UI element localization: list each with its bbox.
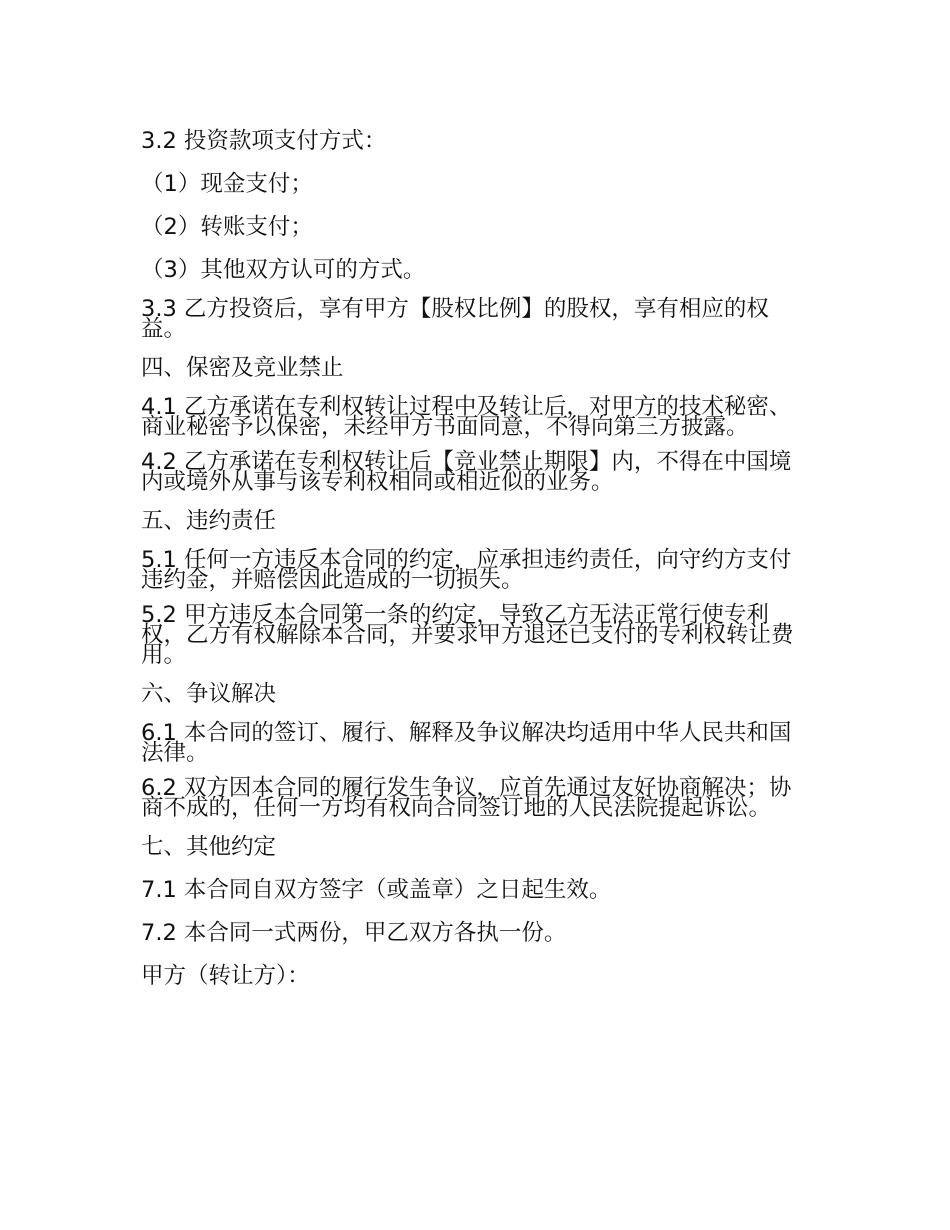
payment-option-transfer: （2）转账支付； [141,214,313,240]
clause-4-1: 4.1 乙方承诺在专利权转让过程中及转让后，对甲方的技术秘密、商业秘密予以保密，未经甲方书面同意，不得向第三方披露。 [141,394,792,440]
document-page [141,127,813,1005]
section-4-heading: 四、保密及竞业禁止 [141,355,344,381]
clause-6-2: 6.2 双方因本合同的履行发生争议，应首先通过友好协商解决；协商不成的，任何一方均有权向合同签订地的人民法院提起诉讼。 [141,775,792,821]
section-6-heading: 六、争议解决 [141,681,277,707]
section-5-heading: 五、违约责任 [141,508,277,534]
section-7-heading: 七、其他约定 [141,834,277,860]
clause-5-2: 5.2 甲方违反本合同第一条的约定，导致乙方无法正常行使专利权，乙方有权解除本合同，并要求甲方退还已支付的专利权转让费用。 [141,602,794,668]
payment-option-other: （3）其他双方认可的方式。 [141,257,426,283]
payment-option-cash: （1）现金支付； [141,171,313,197]
clause-5-1: 5.1 任何一方违反本合同的约定，应承担违约责任，向守约方支付违约金，并赔偿因此造成的一切损失。 [141,547,792,593]
clause-3-2-heading: 3.2 投资款项支付方式： [141,128,387,154]
clause-7-2: 7.2 本合同一式两份，甲乙双方各执一份。 [141,920,567,946]
clause-6-1: 6.1 本合同的签订、履行、解释及争议解决均适用中华人民共和国法律。 [141,720,792,766]
party-a-signature-label: 甲方（转让方）： [141,963,310,989]
clause-7-1: 7.1 本合同自双方签字（或盖章）之日起生效。 [141,877,612,903]
clause-3-3: 3.3 乙方投资后，享有甲方【股权比例】的股权，享有相应的权益。 [141,296,769,342]
clause-4-2: 4.2 乙方承诺在专利权转让后【竞业禁止期限】内，不得在中国境内或境外从事与该专利权相同或相近似的业务。 [141,449,792,495]
